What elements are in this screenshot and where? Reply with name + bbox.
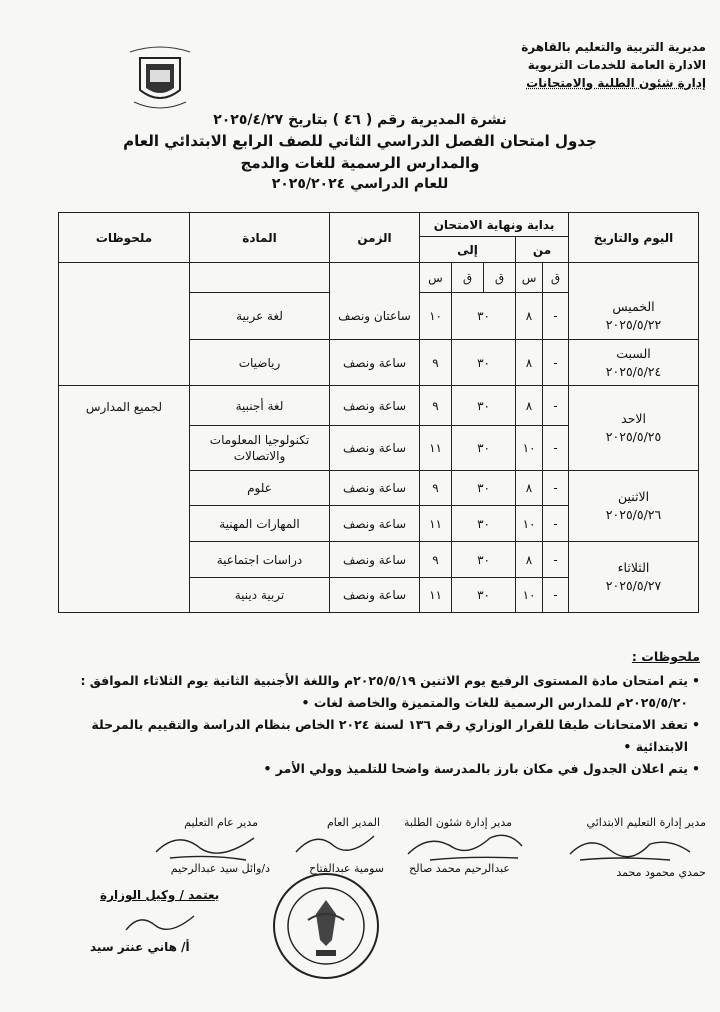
signature-title: المدير العام	[326, 816, 380, 829]
table-row: الاثنين ٢٠٢٥/٥/٢٦ - ٨ ٣٠ ٩ ساعة ونصف علوم	[59, 471, 699, 506]
signature-scrawl-icon	[560, 830, 700, 866]
approval-title: يعتمد / وكيل الوزارة	[100, 888, 220, 902]
day-cell: الخميس ٢٠٢٥/٥/٢٢	[569, 293, 699, 340]
table-row: السبت ٢٠٢٥/٥/٢٤ - ٨ ٣٠ ٩ ساعة ونصف رياضيات	[59, 340, 699, 386]
header-line-3: إدارة شئون الطلبة والامتحانات	[526, 76, 706, 90]
signature-title: مدير عام التعليم	[184, 816, 258, 829]
signature-name: عبدالرحيم محمد صالح	[409, 862, 510, 875]
title-line-2: والمدارس الرسمية للغات والدمج	[240, 154, 480, 172]
col-range-header: بداية ونهاية الامتحان	[420, 213, 569, 237]
units-row	[59, 263, 699, 293]
col-notes-header: ملحوظات	[59, 213, 190, 263]
notes-cell: لجميع المدارس	[59, 386, 190, 613]
note-item-continued: ٢٠٢٥/٥/٢٠م للمدارس الرسمية للغات والمتميزة والخاصة لغات •	[301, 695, 688, 710]
unit-label: ق	[543, 263, 569, 293]
table-header-row	[59, 213, 699, 237]
table-row: الخميس ٢٠٢٥/٥/٢٢ - ٨ ٣٠ ١٠ ساعتان ونصف لغة عربية	[59, 293, 699, 340]
unit-label: س	[516, 263, 543, 293]
signature-scrawl-icon	[120, 906, 200, 940]
notes-section	[10, 646, 700, 780]
unit-label: ق	[452, 263, 484, 293]
col-subject-header: المادة	[190, 213, 330, 263]
col-from-header: من	[516, 237, 569, 263]
signature-scrawl-icon	[290, 822, 380, 862]
signature-title: مدير إدارة شئون الطلبة	[404, 816, 512, 829]
ministry-header	[486, 38, 706, 92]
title-line-1: جدول امتحان الفصل الدراسي الثاني للصف الرابع الابتدائي العام	[123, 132, 597, 150]
note-item: • تعقد الامتحانات طبقا للقرار الوزاري رقم ١٣٦ لسنة ٢٠٢٤ الخاص بنظام الدراسة والتقييم بالمرحلة	[10, 714, 700, 736]
bulletin-number: نشرة المديرية رقم ( ٤٦ ) بتاريخ ٢٠٢٥/٤/٢٧	[213, 112, 507, 128]
note-item: • يتم امتحان مادة المستوى الرفيع يوم الاثنين ٢٠٢٥/٥/١٩م واللغة الأجنبية الثانية يوم الثلاثاء الموافق :	[10, 670, 700, 692]
table-row: الاحد ٢٠٢٥/٥/٢٥ - ٨ ٣٠ ٩ ساعة ونصف لغة أجنبية لجميع المدارس	[59, 386, 699, 426]
table-row: الثلاثاء ٢٠٢٥/٥/٢٧ - ٨ ٣٠ ٩ ساعة ونصف دراسات اجتماعية	[59, 542, 699, 578]
exam-schedule-table	[58, 212, 699, 613]
unit-label: ق	[484, 263, 516, 293]
col-day-header: اليوم والتاريخ	[569, 213, 699, 263]
col-duration-header: الزمن	[330, 213, 420, 263]
header-line-1: مديرية التربية والتعليم بالقاهرة	[521, 40, 706, 54]
signature-scrawl-icon	[400, 826, 530, 866]
official-seal-icon	[270, 870, 382, 982]
day-cell: السبت ٢٠٢٥/٥/٢٤	[569, 340, 699, 386]
title-line-3: للعام الدراسي ٢٠٢٥/٢٠٢٤	[271, 176, 449, 192]
header-line-2: الادارة العامة للخدمات التربوية	[527, 58, 706, 72]
note-item-continued: الابتدائية •	[623, 739, 688, 754]
day-cell: الثلاثاء ٢٠٢٥/٥/٢٧	[569, 542, 699, 613]
day-cell: الاثنين ٢٠٢٥/٥/٢٦	[569, 471, 699, 542]
signature-title: مدير إدارة التعليم الابتدائي	[586, 816, 706, 829]
table-row: - ١٠ ٣٠ ١١ ساعة ونصف تربية دينية	[59, 578, 699, 613]
table-row: - ١٠ ٣٠ ١١ ساعة ونصف تكنولوجيا المعلومات والاتصالات	[59, 426, 699, 471]
unit-label: س	[420, 263, 452, 293]
ministry-logo-icon	[120, 40, 200, 120]
signature-name: حمدي محمود محمد	[616, 866, 706, 879]
signature-name: د/وائل سيد عبدالرحيم	[170, 862, 270, 875]
table-row: - ١٠ ٣٠ ١١ ساعة ونصف المهارات المهنية	[59, 506, 699, 542]
approval-name: أ/ هاني عنتر سيد	[90, 940, 190, 954]
note-item: • يتم اعلان الجدول في مكان بارز بالمدرسة واضحا للتلميذ وولي الأمر •	[10, 758, 700, 780]
signature-scrawl-icon	[150, 826, 260, 866]
signature-name: سومية عبدالفتاح	[309, 862, 384, 875]
day-cell: الاحد ٢٠٢٥/٥/٢٥	[569, 386, 699, 471]
col-to-header: إلى	[420, 237, 516, 263]
document-title	[120, 112, 600, 192]
notes-heading: ملحوظات :	[631, 649, 700, 664]
